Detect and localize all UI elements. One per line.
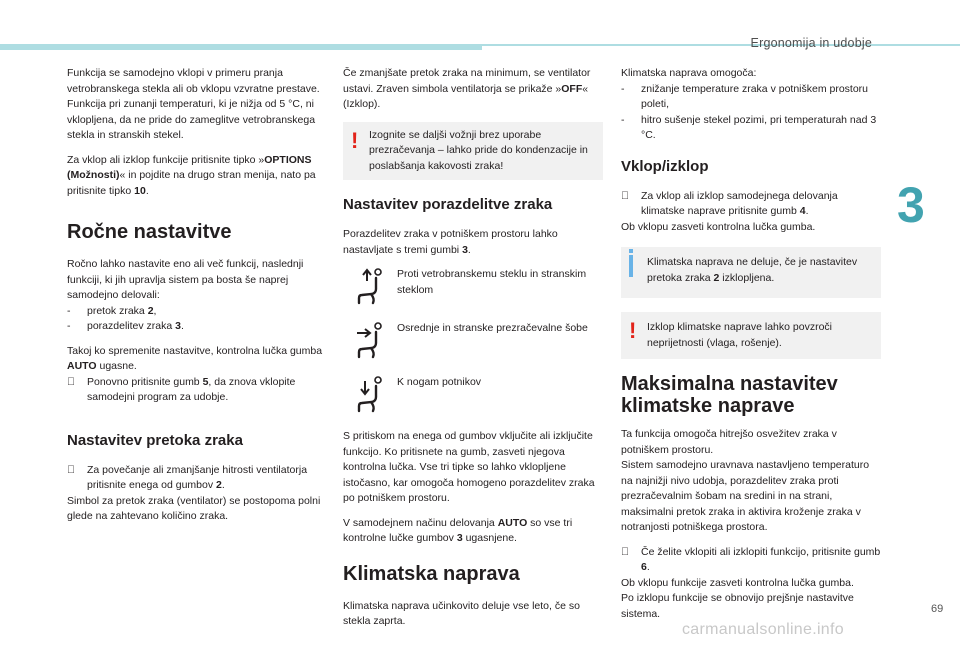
list-item: - pretok zraka 2, [67, 304, 157, 317]
column-left [67, 66, 331, 534]
paragraph: Klimatska naprava učinkovito deluje vse leto, če so stekla zaprta. [343, 599, 580, 627]
column-right [621, 66, 881, 631]
checkbox-icon [67, 463, 75, 479]
heading-on-off: Vklop/izklop [621, 157, 709, 175]
paragraph: Za vklop ali izklop funkcije pritisnite tipko »OPTIONS (Možnosti)« in pojdite na drugo stran menija, nato pa pritisnite tipko 10. [67, 153, 316, 197]
paragraph: Če zmanjšate pretok zraka na minimum, se ventilator ustavi. Zraven simbola ventilatorja se prikaže »OFF« (Izklop). [343, 67, 591, 110]
header-rule [482, 44, 960, 46]
windscreen-airflow-icon [343, 267, 397, 311]
header-accent-bar [0, 44, 482, 50]
paragraph: Porazdelitev zraka v potniškem prostoru lahko nastavljate s tremi gumbi 3. [343, 228, 558, 256]
paragraph: Ob vklopu funkcije zasveti kontrolna lučka gumba. Po izklopu funkcije se obnovijo prejšnje nastavitve sistema. [621, 576, 854, 620]
paragraph: V samodejnem načinu delovanja AUTO so vse tri kontrolne lučke gumbov 3 ugasnjene. [343, 516, 573, 544]
list [621, 82, 881, 144]
warning-note: ! Izklop klimatske naprave lahko povzroči neprijetnosti (vlaga, rošenje). [621, 312, 881, 359]
feet-airflow-icon [343, 375, 397, 419]
paragraph: S pritiskom na enega od gumbov vključite ali izključite funkcijo. Ko pritisnete na gumb, zasveti njegova kontrolna lučka. Vse tri tipke so lahko vklopljene istočasno, kar omogoča homogeno porazdelitev zraka po potniškem prostoru. [343, 430, 595, 504]
list-item: Za vklop ali izklop samodejnega delovanja klimatske naprave pritisnite gumb 4. [621, 189, 881, 220]
distribution-feet-row: K nogam potnikov [343, 375, 603, 419]
list [67, 463, 331, 494]
info-note: Klimatska naprava ne deluje, če je nastavitev pretoka zraka 2 izklopljena. [621, 247, 881, 298]
list-item: - znižanje temperature zraka v potniškem prostoru poleti, [621, 82, 869, 110]
heading-air-flow: Nastavitev pretoka zraka [67, 431, 243, 449]
chapter-number: 3 [897, 177, 925, 233]
heading-air-conditioning: Klimatska naprava [343, 562, 520, 585]
page-number: 69 [931, 603, 944, 615]
warning-icon: ! [629, 318, 637, 343]
list [67, 304, 331, 335]
column-middle [343, 66, 603, 639]
paragraph: Ročno lahko nastavite eno ali več funkcij, naslednji funkciji, ki jih upravlja sistem pa bosta še naprej samodejno delovali: [67, 258, 304, 301]
paragraph: Funkcija se samodejno vklopi v primeru pranja vetrobranskega stekla ali ob vklopu vzvratne prestave. Funkcija pri zunanji temperaturi, ki je nižja od 5 °C, ni vklopljena, da ne pride do zameglitve vetrobranskega stekla in stranskih stekel. [67, 67, 320, 141]
list-item: - hitro sušenje stekel pozimi, pri temperaturah nad 3 °C. [621, 113, 877, 141]
list-item: Ponovno pritisnite gumb 5, da znova vklopite samodejni program za udobje. [67, 375, 331, 406]
list-item: Za povečanje ali zmanjšanje hitrosti ventilatorja pritisnite enega od gumbov 2. [67, 463, 331, 494]
paragraph: Ta funkcija omogoča hitrejšo osvežitev zraka v potniškem prostoru. Sistem samodejno uravnava nastavljeno temperaturo na najnižji nivo udobja, porazdelitev zraka proti prezračevalnim šobam na sredini in na strani, maksimalni pretok zraka in aktivira kroženje zraka v notranjosti potniškega prostora. [621, 428, 870, 533]
distribution-windscreen-row: Proti vetrobranskemu steklu in stranskim steklom [343, 267, 603, 311]
vents-airflow-icon [343, 321, 397, 365]
checkbox-icon [67, 375, 75, 391]
watermark: carmanualsonline.info [682, 621, 844, 638]
heading-air-distribution: Nastavitev porazdelitve zraka [343, 196, 553, 213]
list [621, 189, 881, 220]
info-icon [629, 255, 633, 277]
section-title: Ergonomija in udobje [750, 36, 872, 50]
list-item: Če želite vklopiti ali izklopiti funkcijo, pritisnite gumb 6. [621, 545, 881, 576]
list [67, 375, 331, 406]
warning-note: ! Izognite se daljši vožnji brez uporabe prezračevanja – lahko pride do kondenzacije in poslabšanja kakovosti zraka! [343, 122, 603, 181]
list-item: - porazdelitev zraka 3. [67, 320, 184, 332]
heading-manual-settings: Ročne nastavitve [67, 221, 232, 243]
checkbox-icon [621, 545, 629, 561]
warning-icon: ! [351, 127, 359, 153]
distribution-vents-row: Osrednje in stranske prezračevalne šobe [343, 321, 603, 365]
checkbox-icon [621, 189, 629, 205]
paragraph: Simbol za pretok zraka (ventilator) se postopoma polni glede na zahtevano količino zraka. [67, 494, 321, 522]
paragraph: Ob vklopu zasveti kontrolna lučka gumba. [621, 220, 816, 233]
heading-max-ac: Maksimalna nastavitev klimatske naprave [621, 373, 838, 417]
list [621, 545, 881, 576]
paragraph: Klimatska naprava omogoča: [621, 67, 757, 79]
paragraph: Takoj ko spremenite nastavitve, kontrolna lučka gumba AUTO ugasne. [67, 344, 323, 372]
